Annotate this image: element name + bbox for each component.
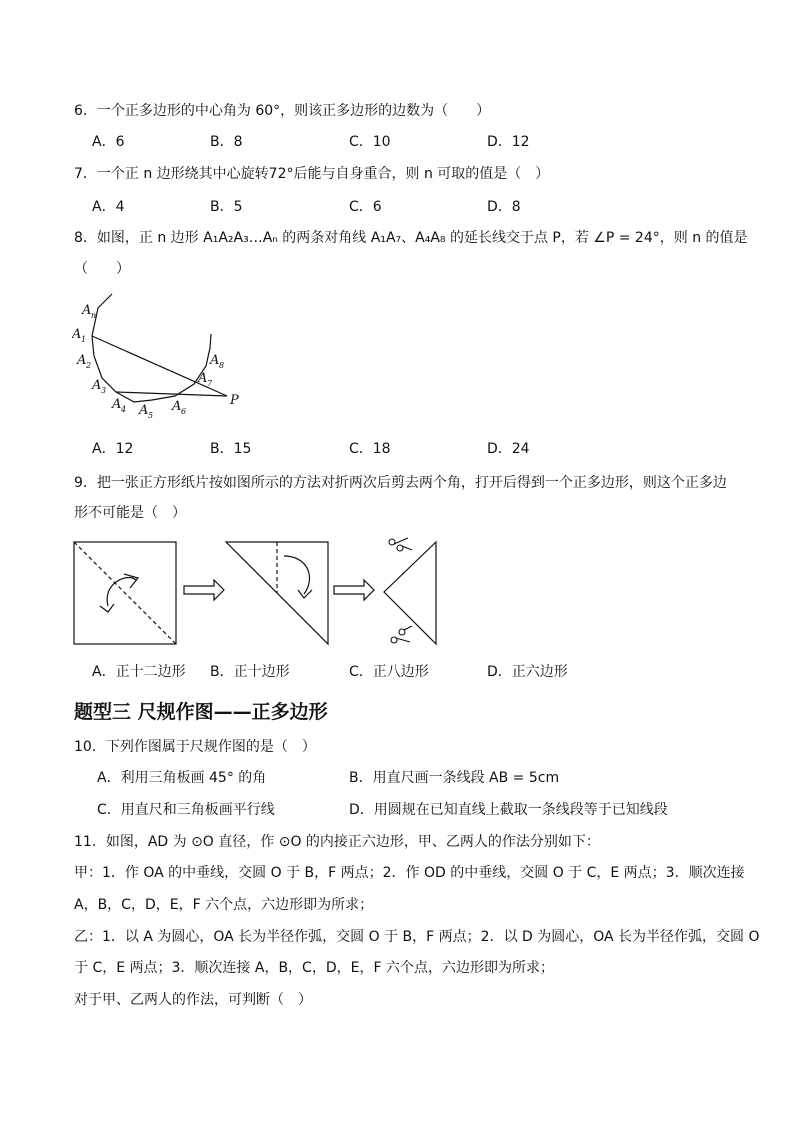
fold-arrow-2 bbox=[284, 556, 310, 594]
svg-text:n: n bbox=[91, 311, 97, 320]
q6-stem: 6．一个正多边形的中心角为 60°，则该正多边形的边数为（ ） bbox=[74, 103, 491, 119]
label-a1: A bbox=[72, 327, 82, 342]
step-arrow-2 bbox=[334, 580, 374, 600]
q8-option-b: B．15 bbox=[210, 441, 252, 457]
q7-stem: 7．一个正 n 边形绕其中心旋转72°后能与自身重合，则 n 可取的值是（ ） bbox=[74, 166, 550, 182]
q6-option-a: A．6 bbox=[92, 134, 125, 150]
label-a2: A bbox=[77, 353, 87, 368]
label-a3: A bbox=[92, 378, 102, 393]
q9-option-c: C．正八边形 bbox=[349, 664, 429, 680]
q9-stem-continued: 形不可能是（ ） bbox=[74, 505, 186, 521]
q8-option-c: C．18 bbox=[349, 441, 391, 457]
svg-text:5: 5 bbox=[148, 411, 154, 420]
label-an: A bbox=[82, 303, 92, 318]
q11-conclusion: 对于甲、乙两人的作法，可判断（ ） bbox=[74, 992, 312, 1008]
q9-stem: 9．把一张正方形纸片按如图所示的方法对折两次后剪去两个角，打开后得到一个正多边形，则这个正多边 bbox=[74, 475, 727, 491]
svg-text:6: 6 bbox=[181, 407, 187, 416]
fold-line-1 bbox=[74, 542, 176, 644]
q8-stem: 8．如图，正 n 边形 A₁A₂A₃…Aₙ 的两条对角线 A₁A₇、A₄A₈ 的延长线交于点 P，若 ∠P = 24°，则 n 的值是 bbox=[74, 230, 748, 246]
q10-option-a: A．利用三角板画 45° 的角 bbox=[97, 770, 267, 786]
q11-method-jia-line1: 甲：1．作 OA 的中垂线，交圆 O 于 B，F 两点；2．作 OD 的中垂线，交圆 O 于 C，E 两点；3．顺次连接 bbox=[74, 865, 745, 881]
q10-option-d: D．用圆规在已知直线上截取一条线段等于已知线段 bbox=[349, 802, 668, 818]
scissors-icon-bottom bbox=[391, 626, 412, 643]
q9-option-b: B．正十边形 bbox=[210, 664, 290, 680]
q7-option-c: C．6 bbox=[349, 199, 382, 215]
label-a7: A bbox=[198, 371, 208, 386]
q11-method-jia-line2: A，B，C，D，E，F 六个点，六边形即为所求； bbox=[74, 897, 374, 913]
q7-option-b: B．5 bbox=[210, 199, 243, 215]
q9-option-a: A．正十二边形 bbox=[92, 664, 186, 680]
label-a8: A bbox=[210, 353, 220, 368]
q6-option-d: D．12 bbox=[487, 134, 530, 150]
fold-arrow-1 bbox=[107, 578, 136, 606]
svg-text:2: 2 bbox=[86, 361, 92, 370]
q11-method-yi-line2: 于 C，E 两点；3．顺次连接 A，B，C，D，E，F 六个点，六边形即为所求； bbox=[74, 960, 554, 976]
polygon-outline bbox=[92, 294, 211, 402]
q9-option-d: D．正六边形 bbox=[487, 664, 568, 680]
svg-text:4: 4 bbox=[121, 405, 127, 414]
q11-stem: 11．如图，AD 为 ⊙O 直径，作 ⊙O 的内接正六边形，甲、乙两人的作法分别如下： bbox=[74, 834, 600, 850]
svg-text:1: 1 bbox=[81, 335, 87, 344]
q11-method-yi-line1: 乙：1．以 A 为圆心，OA 长为半径作弧，交圆 O 于 B，F 两点；2．以 D 为圆心，OA 长为半径作弧，交圆 O bbox=[74, 929, 760, 945]
q8-polygon-figure bbox=[72, 286, 272, 422]
q10-option-c: C．用直尺和三角板画平行线 bbox=[97, 802, 275, 818]
svg-text:7: 7 bbox=[207, 379, 213, 388]
section-heading: 题型三 尺规作图——正多边形 bbox=[74, 701, 328, 723]
label-a6: A bbox=[172, 399, 182, 414]
cut-triangle bbox=[384, 542, 436, 644]
q7-option-a: A．4 bbox=[92, 199, 125, 215]
q9-paper-folding-figure bbox=[72, 534, 442, 648]
q8-option-d: D．24 bbox=[487, 441, 530, 457]
q6-option-c: C．10 bbox=[349, 134, 391, 150]
q10-stem: 10．下列作图属于尺规作图的是（ ） bbox=[74, 739, 316, 755]
q8-option-a: A．12 bbox=[92, 441, 134, 457]
label-a4: A bbox=[112, 397, 122, 412]
label-p: P bbox=[230, 393, 239, 408]
svg-text:8: 8 bbox=[219, 361, 225, 370]
step-arrow-1 bbox=[184, 580, 224, 600]
q10-option-b: B．用直尺画一条线段 AB = 5cm bbox=[349, 770, 560, 786]
label-a5: A bbox=[139, 403, 149, 418]
q6-option-b: B．8 bbox=[210, 134, 243, 150]
q7-option-d: D．8 bbox=[487, 199, 521, 215]
q8-stem-continued: （ ） bbox=[74, 261, 130, 277]
scissors-icon-top bbox=[389, 538, 412, 551]
svg-text:3: 3 bbox=[101, 386, 107, 395]
diagonal-a4-a8 bbox=[116, 392, 227, 396]
